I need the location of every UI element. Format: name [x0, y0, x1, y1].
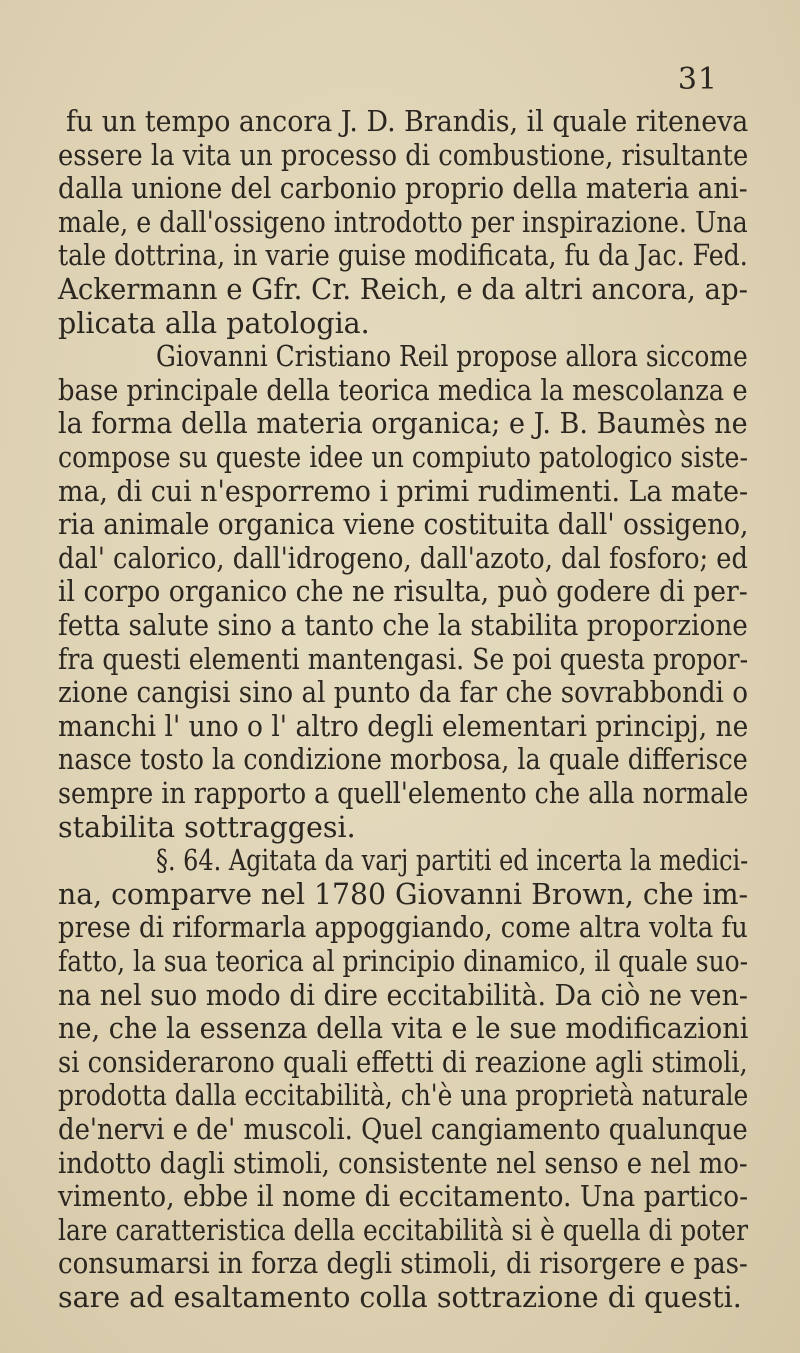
- text-line: prodotta dalla eccitabilità, ch'è una proprietà naturale: [58, 1079, 749, 1113]
- text-line: fatto, la sua teorica al principio dinamico, il quale suo-: [58, 945, 749, 978]
- text-line: stabilita sottraggesi.: [58, 810, 356, 844]
- text-line: compose su queste idee un compiuto patologico siste-: [58, 441, 749, 474]
- text-line: dal' calorico, dall'idrogeno, dall'azoto, dal fosforo; ed: [58, 541, 748, 575]
- text-line: fra questi elementi mantengasi. Se poi questa propor-: [58, 642, 749, 676]
- text-line: la forma della materia organica; e J. B. Baumès ne: [58, 407, 748, 441]
- text-line: sempre in rapporto a quell'elemento che alla normale: [58, 777, 749, 810]
- text-line: ma, di cui n'esporremo i primi rudimenti. La mate-: [58, 474, 749, 508]
- text-line: Giovanni Cristiano Reil propose allora siccome: [156, 340, 748, 374]
- text-line: ria animale organica viene costituita dall' ossigeno,: [58, 508, 749, 542]
- text-line: fetta salute sino a tanto che la stabilita proporzione: [58, 609, 748, 642]
- text-line: dalla unione del carbonio proprio della materia ani-: [58, 172, 748, 206]
- text-line: male, e dall'ossigeno introdotto per inspirazione. Una: [58, 205, 748, 239]
- text-line: indotto dagli stimoli, consistente nel senso e nel mo-: [58, 1146, 748, 1180]
- text-line: manchi l' uno o l' altro degli elementari principj, ne: [58, 709, 749, 743]
- text-line: fu un tempo ancora J. D. Brandis, il quale riteneva: [66, 105, 749, 138]
- text-line: na, comparve nel 1780 Giovanni Brown, che im-: [58, 877, 749, 911]
- text-line: tale dottrina, in varie guise modificata, fu da Jac. Fed.: [58, 239, 748, 273]
- text-line: si considerarono quali effetti di reazione agli stimoli,: [58, 1045, 748, 1079]
- text-line: Ackermann e Gfr. Cr. Reich, e da altri ancora, ap-: [58, 273, 748, 306]
- text-line: consumarsi in forza degli stimoli, di risorgere e pas-: [58, 1247, 748, 1281]
- text-line: prese di riformarla appoggiando, come altra volta fu: [58, 911, 748, 945]
- text-line: nasce tosto la condizione morbosa, la quale differisce: [58, 743, 748, 777]
- text-line: de'nervi e de' muscoli. Quel cangiamento qualunque: [58, 1113, 748, 1146]
- text-line: il corpo organico che ne risulta, può godere di per-: [58, 575, 748, 609]
- text-line: plicata alla patologia.: [58, 306, 370, 340]
- text-line: vimento, ebbe il nome di eccitamento. Una partico-: [58, 1180, 749, 1214]
- text-line: sare ad esaltamento colla sottrazione di questi.: [58, 1281, 742, 1314]
- text-line: §. 64. Agitata da varj partiti ed incerta la medici-: [156, 844, 749, 878]
- text-line: essere la vita un processo di combustione, risultante: [58, 138, 749, 172]
- text-line: ne, che la essenza della vita e le sue modificazioni: [58, 1012, 749, 1046]
- page-number: 31: [677, 62, 718, 97]
- text-line: base principale della teorica medica la mescolanza e: [58, 373, 748, 407]
- text-line: na nel suo modo di dire eccitabilità. Da ciò ne ven-: [58, 978, 748, 1012]
- text-line: zione cangisi sino al punto da far che sovrabbondi o: [58, 676, 748, 710]
- text-line: lare caratteristica della eccitabilità si è quella di poter: [58, 1213, 749, 1247]
